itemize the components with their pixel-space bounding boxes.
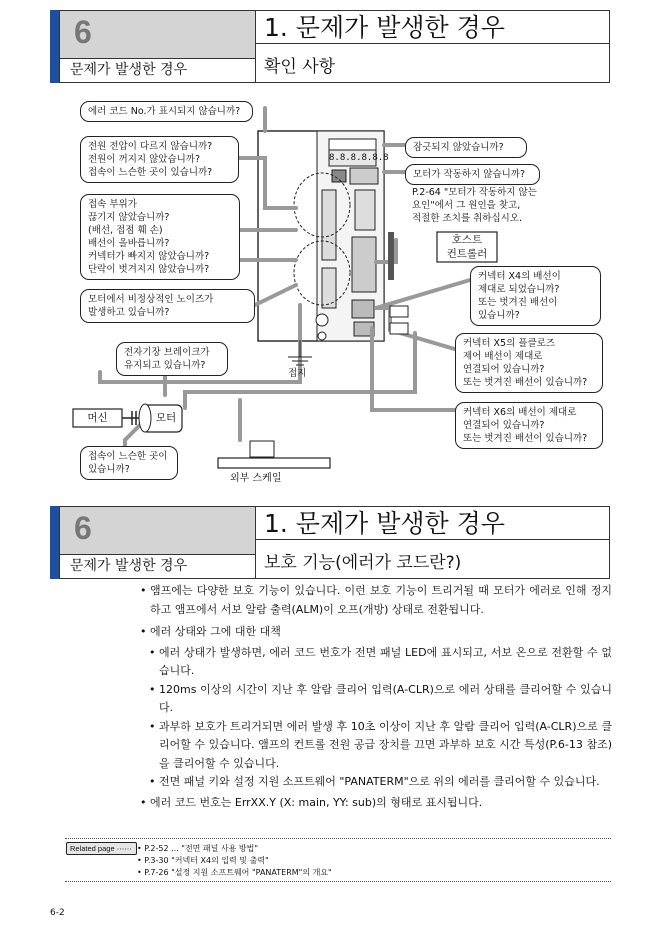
callout-text: 에러 코드 No.가 표시되지 않습니까? bbox=[88, 106, 241, 117]
motor-label: 모터 bbox=[155, 412, 177, 424]
sub-bullet-list bbox=[140, 644, 612, 792]
connector-x2 bbox=[322, 268, 336, 308]
bullet-item: • 에러 코드 번호는 ErrXX.Y (X: main, YY: sub)의 형태로 표시됩니다. bbox=[140, 794, 612, 813]
callout-x4 bbox=[470, 266, 601, 326]
ground-label: 접지 bbox=[288, 368, 307, 379]
note-line: 적절한 조치를 취하십시오. bbox=[412, 213, 523, 224]
callout-connection bbox=[80, 194, 240, 280]
callout-line: 단락이 벗겨지지 않았습니까? bbox=[88, 264, 210, 275]
related-page-link[interactable]: • P.7-26 "설정 지원 소프트웨어 "PANATERM"의 개요" bbox=[137, 868, 332, 877]
ground-symbol bbox=[288, 340, 312, 365]
header-accent-bar bbox=[50, 506, 59, 579]
callout-text: 잠긋되지 않았습니까? bbox=[413, 142, 504, 153]
callout-line: 전자기장 브레이크가 bbox=[124, 347, 210, 358]
callout-line: 모터에서 비정상적인 노이즈가 bbox=[88, 294, 214, 305]
related-divider-bottom bbox=[65, 881, 611, 882]
ground-terminal bbox=[316, 314, 328, 326]
callout-line: 유지되고 있습니까? bbox=[124, 360, 206, 371]
callout-line: 배선이 올바릅니까? bbox=[88, 238, 170, 249]
led-display-digits: 8.8.8.8.8.8 bbox=[329, 153, 389, 163]
callout-line: 접속이 느슨한 곳이 bbox=[88, 451, 168, 462]
callout-x6 bbox=[455, 402, 603, 449]
ground-screw bbox=[318, 332, 326, 340]
chapter-number: 6 bbox=[74, 14, 92, 50]
callout-line: 있습니까? bbox=[88, 464, 130, 475]
callout-line: 전원이 꺼지지 않았습니까? bbox=[88, 154, 201, 165]
related-page-label: Related page bbox=[70, 844, 115, 853]
note-line: 요인"에서 그 원인을 찾고, bbox=[412, 200, 521, 211]
callout-motor-run bbox=[405, 164, 540, 185]
related-page-link[interactable]: • P.3-30 "커넥터 X4의 입력 및 출력" bbox=[137, 856, 269, 865]
host-label-line: 컨트롤러 bbox=[446, 248, 488, 260]
host-cable-connector bbox=[388, 232, 394, 280]
callout-line: 제대로 되었습니까? bbox=[478, 284, 560, 295]
sub-bullet-item: • 에러 상태가 발생하면, 에러 코드 번호가 전면 패널 LED에 표시되고, 서보 온으로 전환할 수 없습니다. bbox=[149, 644, 612, 681]
callout-power bbox=[80, 136, 239, 183]
section-title: 1. 문제가 발생한 경우 bbox=[256, 506, 610, 540]
callout-line: 연결되어 있습니까? bbox=[463, 364, 545, 375]
callout-text: 모터가 작동하지 않습니까? bbox=[413, 169, 526, 180]
page-number: 6-2 bbox=[50, 908, 65, 918]
related-item-text[interactable]: P.7-26 "설정 지원 소프트웨어 "PANATERM"의 개요" bbox=[144, 868, 332, 877]
callout-line: 제어 배선이 제대로 bbox=[463, 351, 543, 362]
callout-line: 발생하고 있습니까? bbox=[88, 307, 170, 318]
related-divider-top bbox=[65, 838, 611, 839]
body-text bbox=[140, 582, 612, 812]
callout-loose bbox=[80, 446, 178, 480]
connector-x1 bbox=[322, 190, 336, 260]
panel-keys bbox=[350, 168, 378, 184]
note-reference bbox=[412, 186, 537, 225]
callout-line: 커넥터 X6의 배선이 제대로 bbox=[463, 407, 577, 418]
callout-line: 커넥터 X5의 플클로즈 bbox=[463, 338, 556, 349]
sub-bullet-item: • 과부하 보호가 트리거되면 에러 발생 후 10초 이상이 지난 후 알람 클리어 입력(A-CLR)으로 클리어할 수 있습니다. 앰프의 컨트롤 전원 공급 장치를 끄면 과부하 보호 시간 특성(P.6-13 참조)을 클리어할 수 있습니다. bbox=[149, 718, 612, 774]
related-page-badge: Related page ⋯⋯ bbox=[66, 842, 137, 855]
callout-line: 있습니까? bbox=[478, 310, 520, 321]
callout-line: 또는 벗겨진 배선이 있습니까? bbox=[463, 433, 588, 444]
connector-x5 bbox=[352, 300, 374, 318]
chapter-category: 문제가 발생한 경우 bbox=[59, 555, 256, 579]
external-scale-head bbox=[250, 441, 274, 457]
callout-x5 bbox=[455, 333, 603, 393]
bullet-item: • 에러 상태와 그에 대한 대책 bbox=[140, 623, 612, 642]
callout-error-code bbox=[80, 101, 253, 122]
connector-x3 bbox=[355, 190, 375, 230]
callout-line: 또는 벗겨진 배선이 있습니까? bbox=[463, 377, 588, 388]
connector-x4 bbox=[352, 237, 376, 292]
section-title: 1. 문제가 발생한 경우 bbox=[256, 10, 610, 44]
callout-noise bbox=[80, 289, 255, 323]
bullet-item: • 앰프에는 다양한 보호 기능이 있습니다. 이런 보호 기능이 트리거될 때 모터가 에러로 인해 정지하고 앰프에서 서보 알람 출력(ALM)이 오프(개방) 상태로 전환됩니다. bbox=[140, 582, 612, 619]
x6-box bbox=[390, 323, 408, 334]
sub-bullet-item: • 120ms 이상의 시간이 지난 후 알람 클리어 입력(A-CLR)으로 에러 상태를 클리어할 수 있습니다. bbox=[149, 681, 612, 718]
sub-bullet-item: • 전면 패널 키와 설정 지원 소프트웨어 "PANATERM"으로 위의 에러를 클리어할 수 있습니다. bbox=[149, 773, 612, 792]
host-controller-label bbox=[437, 233, 497, 261]
machine-label: 머신 bbox=[87, 412, 108, 424]
host-label-line: 호스트 bbox=[451, 234, 483, 246]
callout-lock bbox=[405, 137, 527, 158]
note-line: P.2-64 "모터가 작동하지 않는 bbox=[412, 187, 537, 198]
section-header-2 bbox=[50, 506, 610, 579]
callout-line: 또는 벗겨진 배선이 bbox=[478, 297, 558, 308]
callout-line: 커넥터가 빠지지 않았습니까? bbox=[88, 251, 210, 262]
external-scale-label: 외부 스케일 bbox=[230, 473, 282, 484]
x5-box bbox=[390, 306, 408, 317]
callout-line: 접속이 느슨한 곳이 있습니까? bbox=[88, 167, 213, 178]
callout-line: 연결되어 있습니까? bbox=[463, 420, 545, 431]
chapter-number: 6 bbox=[74, 510, 92, 546]
section-subtitle: 확인 사항 bbox=[256, 44, 610, 83]
external-scale-rail bbox=[218, 458, 330, 468]
section-subtitle: 보호 기능(에러가 코드란?) bbox=[256, 540, 610, 579]
chapter-number-box bbox=[59, 506, 256, 555]
callout-brake bbox=[116, 342, 228, 376]
callout-line: (배선, 접점 훼 손) bbox=[88, 225, 163, 236]
callout-line: 전원 전압이 다르지 않습니까? bbox=[88, 141, 213, 152]
callout-line: 접속 부위가 bbox=[88, 199, 137, 210]
callout-line: 끊기지 않았습니까? bbox=[88, 212, 170, 223]
callout-line: 커넥터 X4의 배선이 bbox=[478, 271, 561, 282]
related-item-text[interactable]: P.2-52 ... "전면 패널 사용 방법" bbox=[144, 844, 259, 853]
chapter-category: 문제가 발생한 경우 bbox=[59, 59, 256, 83]
related-item-text[interactable]: P.3-30 "커넥터 X4의 입력 및 출력" bbox=[144, 856, 269, 865]
related-page-link[interactable]: • P.2-52 ... "전면 패널 사용 방법" bbox=[137, 844, 259, 853]
